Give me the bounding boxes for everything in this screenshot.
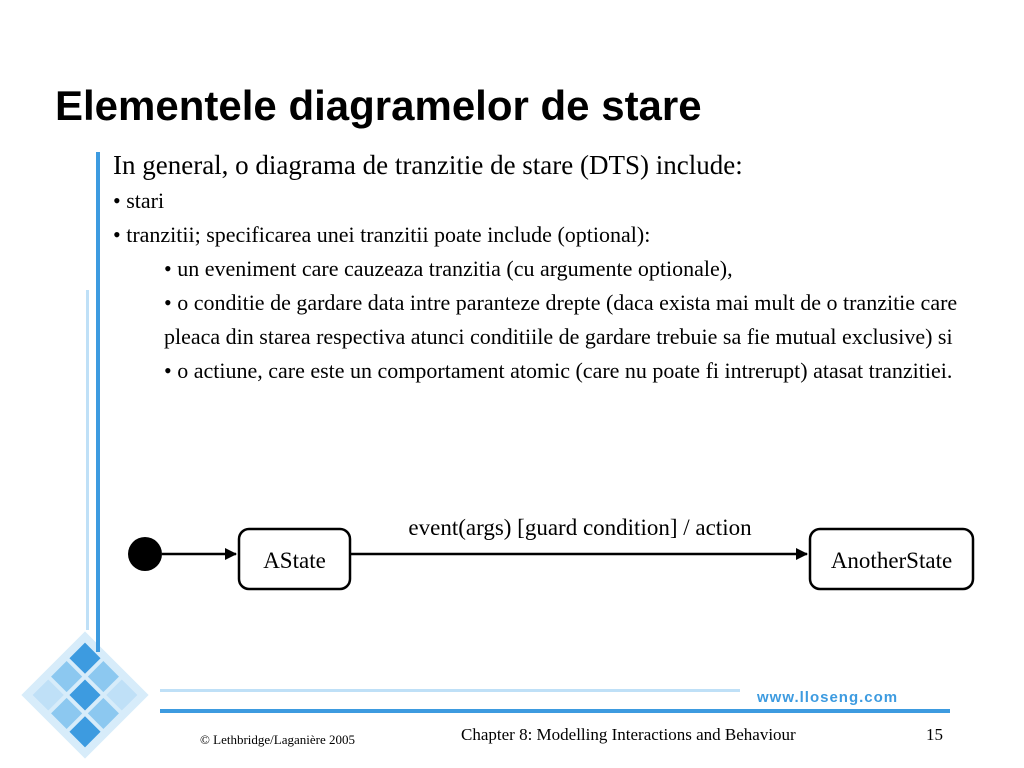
- intro-text: In general, o diagrama de tranzitie de stare (DTS) include:: [113, 150, 743, 180]
- slide-title: Elementele diagramelor de stare: [55, 82, 702, 130]
- footer-url: www.lloseng.com: [757, 689, 899, 706]
- footer-rule-light: [160, 689, 740, 692]
- bullet-transitions: • tranzitii; specificarea unei tranzitii poate include (optional):: [113, 222, 651, 247]
- footer-chapter: Chapter 8: Modelling Interactions and Behaviour: [461, 725, 796, 744]
- bullet-states: • stari: [113, 188, 165, 213]
- state-a-label: AState: [263, 548, 326, 573]
- footer-rule: [160, 709, 950, 713]
- sub-bullet-event: • un eveniment care cauzeaza tranzitia (cu argumente optionale),: [164, 256, 733, 281]
- footer-copyright: © Lethbridge/Laganière 2005: [200, 732, 355, 747]
- transition-label: event(args) [guard condition] / action: [408, 515, 752, 540]
- initial-state-dot: [128, 537, 162, 571]
- sub-bullet-action: • o actiune, care este un comportament atomic (care nu poate fi intrerupt) atasat tranzitiei.: [164, 358, 953, 383]
- state-b-label: AnotherState: [830, 548, 953, 573]
- sub-bullet-guard: • o conditie de gardare data intre paranteze drepte (daca exista mai mult de o tranzitie care pleaca din starea respectiva atunci conditiile de gardare trebuie sa fie mutual exclusive) si: [164, 290, 958, 349]
- page-number: 15: [926, 725, 943, 744]
